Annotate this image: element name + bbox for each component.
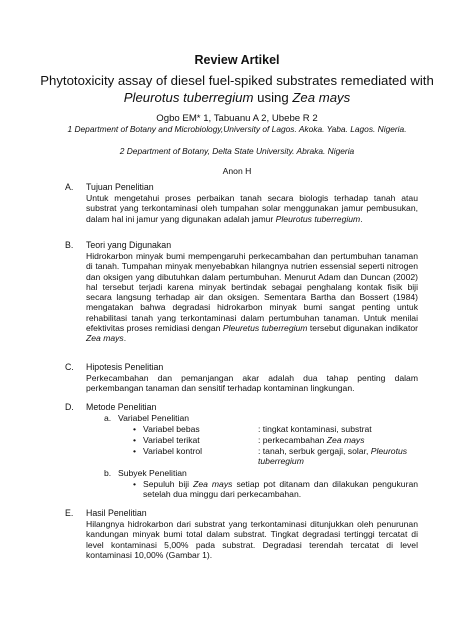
authors: Ogbo EM* 1, Tabuanu A 2, Ubebe R 2 (156, 113, 318, 124)
section-d-heading: Metode Penelitian (86, 402, 157, 412)
subyek-text (143, 479, 418, 500)
variable-bebas-value: : tingkat kontaminasi, substrat (258, 424, 372, 434)
section-b-end: . (123, 333, 127, 344)
section-a-end: . (360, 213, 363, 224)
paper-title (40, 72, 434, 106)
section-b-italic-2: Zea mays (86, 333, 124, 344)
subsection-a-heading: Variabel Penelitian (118, 413, 190, 423)
paper-title-connector: using (253, 90, 293, 105)
paper-title-plant: Zea mays (292, 90, 351, 105)
section-e-heading: Hasil Penelitian (86, 508, 147, 518)
section-a-italic: Pleurotus tuberregium (275, 213, 361, 224)
bullet-icon: • (133, 479, 137, 489)
section-c-heading: Hipotesis Penelitian (86, 362, 164, 372)
subyek-italic: Zea mays (193, 479, 233, 489)
section-d-letter: D. (65, 402, 74, 412)
section-b-body: Hidrokarbon minyak bumi mempengaruhi perkecambahan dan pertumbuhan tanaman di tanah. Tumpahan minyak menyebabkan hilangnya nutrien essensial seperti nitrogen dan oksigen yang dibutuhkan dalam pertumbuhan. Menurut Adam dan Duncan (2002) hal tersebut terjadi karena minyak bertindak sebagai penghalang kontak fisik biji secara langsung terhadap air dan oksigen. Sementara Bartha dan Bossert (1984) mengatakan bahwa degradasi hidrokarbon minyak bumi sangat penting untuk rehabilitasi tanah yang terkontaminasi dalam pertumbuhan tanaman. Untuk menilai efektivitas proses remidiasi dengan (86, 251, 418, 334)
variable-kontrol-label: Variabel kontrol (143, 446, 203, 456)
variable-terikat-text: : perkecambahan (258, 435, 327, 445)
subsection-b-heading: Subyek Penelitian (118, 468, 187, 478)
subyek-text-end: setiap pot ditanam dan dilakukan pengukuran setelah dua minggu dari perkecambahan. (143, 479, 418, 500)
bullet-icon: • (133, 424, 137, 434)
variable-terikat-value (258, 435, 365, 445)
section-e-letter: E. (65, 508, 74, 518)
subsection-b-letter: b. (104, 468, 112, 478)
variable-bebas-label: Variabel bebas (143, 424, 200, 434)
section-c-letter: C. (65, 362, 74, 372)
affiliation-1: 1 Department of Botany and Microbiology,University of Lagos. Akoka. Yaba. Lagos. Nigeria. (67, 124, 407, 134)
section-b-italic: Pleuretus tuberregium (222, 323, 308, 334)
section-b-letter: B. (65, 240, 74, 250)
bullet-icon: • (133, 435, 137, 445)
variable-terikat-italic: Zea mays (326, 435, 365, 445)
subyek-text-start: Sepuluh biji (143, 479, 194, 489)
paper-title-organism: Pleurotus tuberregium (123, 90, 254, 105)
subsection-a-letter: a. (104, 413, 112, 423)
review-label: Review Artikel (194, 53, 280, 67)
reviewer-name: Anon H (222, 166, 252, 176)
section-c-text: Perkecambahan dan pemanjangan akar adalah dua tahap penting dalam perkembangan tanaman dan sensitif terhadap kontaminan lingkungan. (86, 373, 418, 394)
section-b-text (86, 251, 418, 344)
section-a-body: Untuk mengetahui proses perbaikan tanah secara biologis terhadap tanah atau substrat yang terkontaminasi oleh tumpahan solar menggunakan jamur pembusukan, dalam hal ini jamur yang digunakan adalah jamur (86, 193, 418, 224)
section-b-mid: tersebut digunakan indikator (307, 323, 418, 334)
section-e-text: Hilangnya hidrokarbon dari substrat yang terkontaminasi ditunjukkan oleh penurunan kandungan minyak bumi total dalam substrat. Tingkat degradasi tertinggi tercatat di level kontaminasi 5,00% pada substrat. Degradasi terendah tercatat di level kontaminasi 10,00% (Gambar 1). (86, 519, 418, 560)
variable-kontrol-value (258, 446, 418, 467)
variable-terikat-label: Variabel terikat (143, 435, 200, 445)
section-a-heading: Tujuan Penelitian (86, 182, 154, 192)
section-b-heading: Teori yang Digunakan (86, 240, 172, 250)
variable-kontrol-italic: Pleurotus tuberregium (258, 446, 408, 467)
variable-kontrol-text: : tanah, serbuk gergaji, solar, (258, 446, 371, 456)
paper-title-text: Phytotoxicity assay of diesel fuel-spiked substrates remediated with (40, 73, 434, 88)
bullet-icon: • (133, 446, 137, 456)
section-a-text (86, 193, 418, 224)
affiliation-2: 2 Department of Botany, Delta State University. Abraka. Nigeria (119, 146, 355, 156)
section-a-letter: A. (65, 182, 74, 192)
